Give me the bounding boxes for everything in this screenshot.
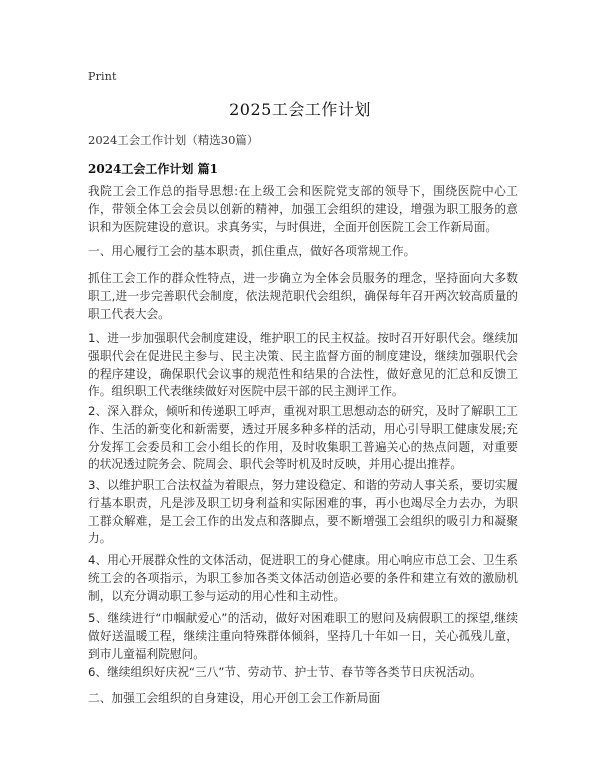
paragraph-item-5: 5、继续进行“巾帼献爱心”的活动，做好对困难职工的慰问及病假职工的探望,继续做好送温暖工程，继续注重向特殊群体倾斜，坚持几十年如一日，关心孤残儿童，到市儿童福利院慰问。 bbox=[88, 611, 518, 661]
paragraph-guiding-idea: 我院工会工作总的指导思想:在上级工会和医院党支部的领导下，围绕医院中心工作，带领全体工会会员以创新的精神，加强工会组织的建设，增强为职工服务的意识和为医院建设的意识。求真务实，与时俱进，全面开创医院工会工作新局面。 bbox=[88, 184, 518, 234]
paragraph-mass-nature: 抓住工会工作的群众性特点，进一步确立为全体会员服务的理念，坚持面向大多数职工,进一步完善职代会制度，依法规范职代会组织，确保每年召开两次较高质量的职工代表大会。 bbox=[88, 271, 518, 321]
document-title: 2025工会工作计划 bbox=[229, 100, 371, 119]
paragraph-item-2: 2、深入群众，倾听和传递职工呼声，重视对职工思想动态的研究，及时了解职工工作、生活的新变化和新需要，透过开展多种多样的活动，用心引导职工健康发展;充分发挥工会委员和工会小组长的作用，及时收集职工普遍关心的热点问题，对重要的状况透过院务会、院周会、职代会等时机及时反映，并用心提出推荐。 bbox=[88, 404, 518, 472]
section-heading: 2024工会工作计划 篇1 bbox=[88, 162, 218, 176]
paragraph-item-4: 4、用心开展群众性的文体活动，促进职工的身心健康。用心响应市总工会、卫生系统工会的各项指示，为职工参加各类文体活动创造必要的条件和建立有效的激励机制，以充分调动职工参与运动的用心性和主动性。 bbox=[88, 553, 518, 603]
print-label[interactable]: Print bbox=[88, 70, 117, 83]
paragraph-heading-one: 一、用心履行工会的基本职责，抓住重点，做好各项常规工作。 bbox=[88, 244, 416, 258]
paragraph-item-1: 1、进一步加强职代会制度建设，维护职工的民主权益。按时召开好职代会。继续加强职代会在促进民主参与、民主决策、民主监督方面的制度建设，继续加强职代会的程序建设，确保职代会议事的规范性和结果的合法性，做好意见的汇总和反馈工作。组织职工代表继续做好对医院中层干部的民主测评工作。 bbox=[88, 331, 518, 399]
paragraph-item-6: 6、继续组织好庆祝“三八”节、劳动节、护士节、春节等各类节日庆祝活动。 bbox=[88, 665, 482, 679]
document-subtitle: 2024工会工作计划（精选30篇） bbox=[88, 133, 259, 147]
paragraph-item-3: 3、以维护职工合法权益为着眼点，努力建设稳定、和谐的劳动人事关系，要切实履行基本职责，凡是涉及职工切身利益和实际困难的事，再小也竭尽全力去办，为职工群众解难，是工会工作的出发点和落脚点，要不断增强工会组织的吸引力和凝聚力。 bbox=[88, 478, 518, 546]
paragraph-heading-two: 二、加强工会组织的自身建设，用心开创工会工作新局面 bbox=[88, 691, 381, 705]
